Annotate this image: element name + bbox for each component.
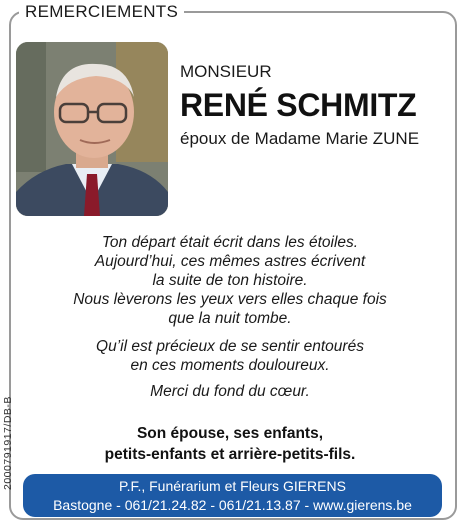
poem-stanza-1 [30,233,430,328]
funeral-home-contact: Bastogne - 061/21.24.82 - 061/21.13.87 - www.gierens.be [53,497,412,513]
poem-stanza-2 [30,337,430,375]
poem-line: Ton départ était écrit dans les étoiles. [101,234,359,251]
deceased-title-block [180,62,419,150]
spouse-line: époux de Madame Marie ZUNE [180,129,420,148]
reference-code: 2000791917/DB-B [2,396,14,490]
family-line-2: petits-enfants et arrière-petits-fils. [104,446,356,463]
poem-line: Aujourd’hui, ces mêmes astres écrivent [94,253,366,270]
family-signature [30,423,430,465]
family-line-1: Son épouse, ses enfants, [136,425,324,442]
deceased-name: RENÉ SCHMITZ [180,87,417,123]
funeral-home-footer [23,474,442,517]
thanks-line: Merci du fond du cœur. [150,383,310,400]
poem-line: que la nuit tombe. [168,310,292,327]
salutation: MONSIEUR [180,62,272,81]
portrait-photo [16,42,168,216]
poem-line: Qu’il est précieux de se sentir entourés [96,338,364,355]
poem-line: Nous lèverons les yeux vers elles chaque fois [73,291,387,308]
poem-line: en ces moments douloureux. [130,357,330,374]
notice-header: REMERCIEMENTS [19,1,184,23]
poem-line: la suite de ton histoire. [152,272,308,289]
funeral-home-name: P.F., Funérarium et Fleurs GIERENS [119,478,346,494]
